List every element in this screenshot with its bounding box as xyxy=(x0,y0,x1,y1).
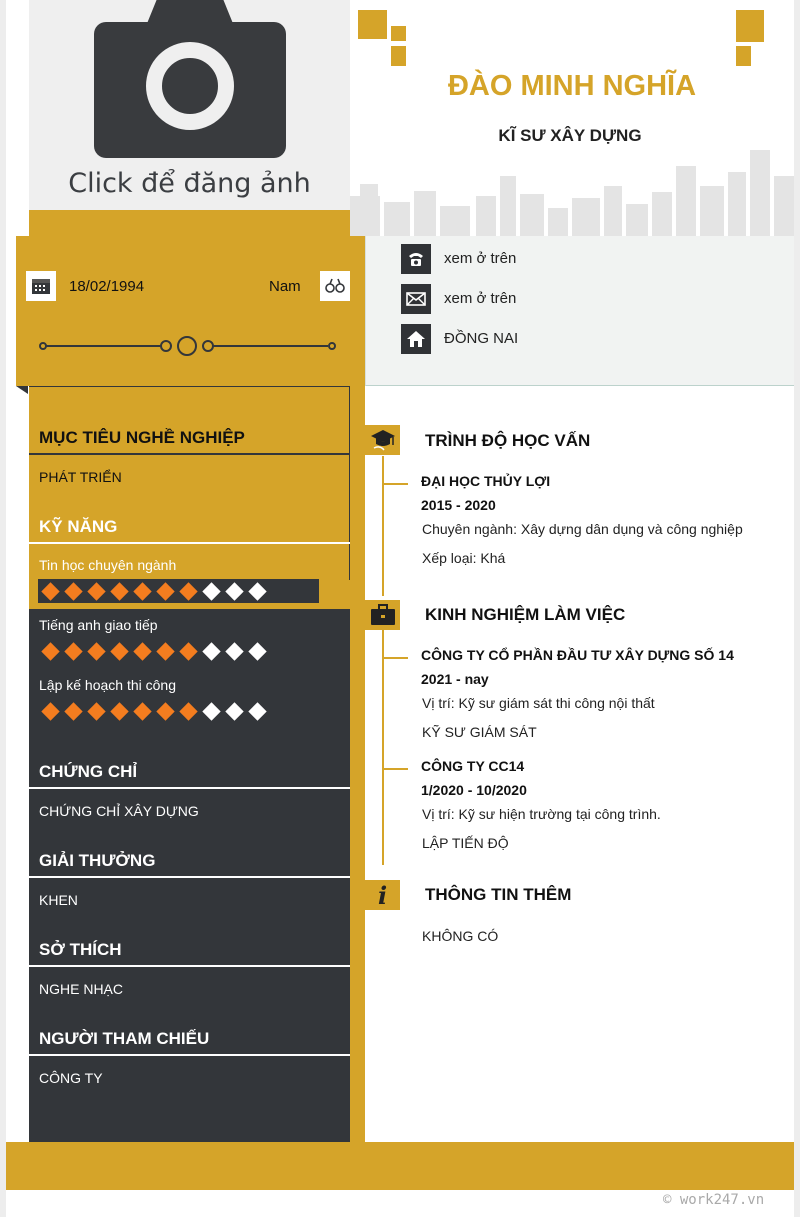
rating-diamond-empty xyxy=(202,642,220,660)
objective-text: PHÁT TRIỂN xyxy=(39,469,122,485)
divider xyxy=(29,542,350,544)
rating-diamond-filled xyxy=(110,642,128,660)
decor-square xyxy=(736,24,750,38)
rating-diamond-empty xyxy=(225,642,243,660)
fold-corner xyxy=(16,386,28,394)
skill-name: Lập kế hoạch thi công xyxy=(39,677,176,693)
divider xyxy=(29,876,350,878)
copyright: © work247.vn xyxy=(663,1192,765,1208)
rating-diamond-empty xyxy=(248,582,266,600)
divider xyxy=(29,453,350,455)
date-of-birth: 18/02/1994 xyxy=(69,278,145,295)
decor-square xyxy=(358,10,387,39)
calendar-icon xyxy=(26,271,56,301)
graduation-cap-icon xyxy=(365,425,400,455)
skill-name: Tin học chuyên ngành xyxy=(39,557,177,573)
hobbies-text: NGHE NHẠC xyxy=(39,981,124,997)
awards-title: GIẢI THƯỞNG xyxy=(39,851,156,870)
skills-title: KỸ NĂNG xyxy=(39,517,118,536)
rating-diamond-filled xyxy=(41,582,59,600)
rating-diamond-empty xyxy=(225,702,243,720)
job-period: 2021 - nay xyxy=(421,671,489,687)
skill-rating xyxy=(38,639,267,663)
phone-icon xyxy=(401,244,431,274)
rating-diamond-empty xyxy=(248,702,266,720)
rating-diamond-filled xyxy=(179,642,197,660)
gender: Nam xyxy=(269,278,301,295)
objective-title: MỤC TIÊU NGHỀ NGHIỆP xyxy=(39,428,245,447)
references-title: NGƯỜI THAM CHIẾU xyxy=(39,1029,210,1048)
rating-diamond-empty xyxy=(248,642,266,660)
certificates-title: CHỨNG CHỈ xyxy=(39,762,138,781)
timeline-tick xyxy=(384,768,408,770)
personal-info-box xyxy=(16,236,350,386)
rating-diamond-filled xyxy=(156,702,174,720)
divider xyxy=(29,965,350,967)
job-title: KĨ SƯ XÂY DỰNG xyxy=(498,126,642,145)
rating-diamond-filled xyxy=(156,642,174,660)
contact-phone: xem ở trên xyxy=(444,250,517,267)
briefcase-icon xyxy=(365,600,400,630)
skill-rating xyxy=(38,579,319,603)
decor-square xyxy=(736,46,751,66)
rating-diamond-filled xyxy=(87,702,105,720)
awards-text: KHEN xyxy=(39,892,78,908)
photo-upload[interactable] xyxy=(29,0,350,210)
job-company: CÔNG TY CỔ PHẦN ĐẦU TƯ XÂY DỰNG SỐ 14 xyxy=(421,647,734,663)
left-column xyxy=(29,386,350,1142)
home-icon xyxy=(401,324,431,354)
rating-diamond-filled xyxy=(133,642,151,660)
extra-text: KHÔNG CÓ xyxy=(422,928,499,944)
footer-bar xyxy=(6,1142,794,1190)
info-icon: i xyxy=(365,880,400,910)
divider xyxy=(29,1054,350,1056)
camera-lens-icon xyxy=(146,42,234,130)
decor-square xyxy=(391,46,406,66)
mail-icon xyxy=(401,284,431,314)
rating-diamond-empty xyxy=(202,582,220,600)
rating-diamond-filled xyxy=(41,702,59,720)
education-school: ĐẠI HỌC THỦY LỢI xyxy=(421,473,551,489)
job-note: KỸ SƯ GIÁM SÁT xyxy=(422,724,537,740)
timeline-line xyxy=(382,630,384,865)
rating-diamond-filled xyxy=(133,582,151,600)
extra-title: THÔNG TIN THÊM xyxy=(425,885,572,904)
timeline-tick xyxy=(384,657,408,659)
rating-diamond-filled xyxy=(87,582,105,600)
job-position: Vị trí: Kỹ sư giám sát thi công nội thất xyxy=(422,695,655,711)
rating-diamond-empty xyxy=(202,702,220,720)
skill-rating xyxy=(38,699,267,723)
rating-diamond-filled xyxy=(156,582,174,600)
rating-diamond-filled xyxy=(110,702,128,720)
rating-diamond-filled xyxy=(64,642,82,660)
contact-email: xem ở trên xyxy=(444,290,517,307)
experience-title: KINH NGHIỆM LÀM VIỆC xyxy=(425,605,626,624)
skill-name: Tiếng anh giao tiếp xyxy=(39,617,158,633)
contact-address: ĐỒNG NAI xyxy=(444,330,519,347)
rating-diamond-filled xyxy=(179,582,197,600)
candidate-name: ĐÀO MINH NGHĨA xyxy=(447,70,697,102)
rating-diamond-filled xyxy=(179,702,197,720)
header-banner xyxy=(350,0,794,236)
education-title: TRÌNH ĐỘ HỌC VẤN xyxy=(425,431,591,450)
job-company: CÔNG TY CC14 xyxy=(421,758,525,774)
education-period: 2015 - 2020 xyxy=(421,497,496,513)
rating-diamond-empty xyxy=(225,582,243,600)
rating-diamond-filled xyxy=(110,582,128,600)
job-note: LẬP TIẾN ĐỘ xyxy=(422,835,509,851)
contact-box xyxy=(365,236,794,386)
timeline-tick xyxy=(384,483,408,485)
gender-icon xyxy=(320,271,350,301)
timeline-line xyxy=(382,456,384,596)
education-major: Chuyên ngành: Xây dựng dân dụng và công nghiệp xyxy=(422,521,743,537)
photo-upload-label[interactable]: Click để đăng ảnh xyxy=(68,168,311,199)
certificates-text: CHỨNG CHỈ XÂY DỰNG xyxy=(39,803,199,819)
education-grade: Xếp loại: Khá xyxy=(422,550,506,566)
divider xyxy=(29,787,350,789)
rating-diamond-filled xyxy=(41,642,59,660)
decor-slider xyxy=(38,332,338,360)
hobbies-title: SỞ THÍCH xyxy=(39,940,122,959)
rating-diamond-filled xyxy=(64,582,82,600)
decor-square xyxy=(391,26,406,41)
references-text: CÔNG TY xyxy=(39,1070,103,1086)
city-skyline-decor xyxy=(350,136,794,236)
rating-diamond-filled xyxy=(64,702,82,720)
rating-diamond-filled xyxy=(133,702,151,720)
rating-diamond-filled xyxy=(87,642,105,660)
gold-divider xyxy=(350,236,365,1142)
job-period: 1/2020 - 10/2020 xyxy=(421,782,527,798)
job-position: Vị trí: Kỹ sư hiện trường tại công trình. xyxy=(422,806,661,822)
